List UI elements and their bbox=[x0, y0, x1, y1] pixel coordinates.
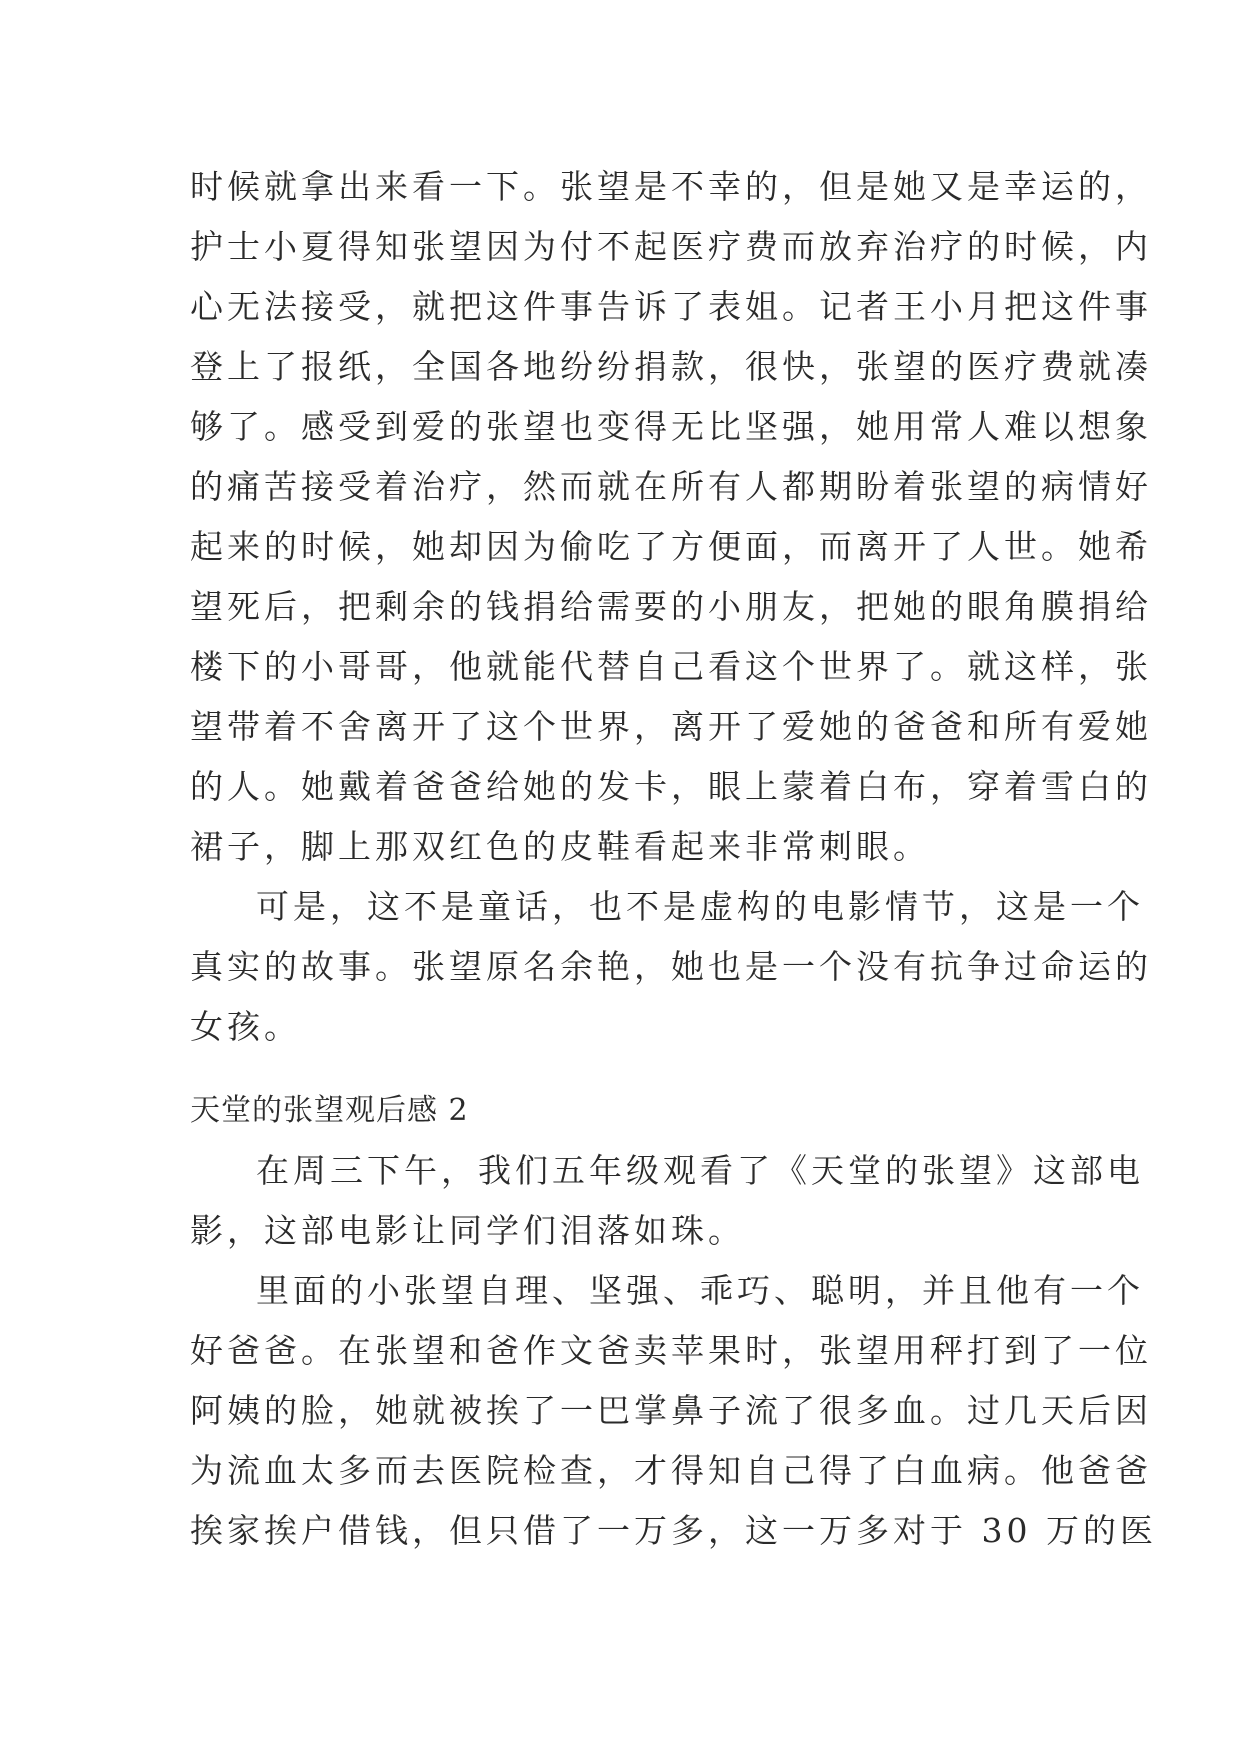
text-line: 登上了报纸，全国各地纷纷捐款，很快，张望的医疗费就凑 bbox=[190, 347, 1152, 386]
text-line: 够了。感受到爱的张望也变得无比坚强，她用常人难以想象 bbox=[190, 407, 1152, 446]
paragraph-intro bbox=[190, 1141, 1144, 1261]
text-line: 阿姨的脸，她就被挨了一巴掌鼻子流了很多血。过几天后因 bbox=[190, 1391, 1152, 1430]
text-line: 裙子，脚上那双红色的皮鞋看起来非常刺眼。 bbox=[190, 827, 930, 866]
text-line: 心无法接受，就把这件事告诉了表姐。记者王小月把这件事 bbox=[190, 287, 1152, 326]
section-heading-block bbox=[190, 1081, 1070, 1141]
text-line: 影，这部电影让同学们泪落如珠。 bbox=[190, 1211, 745, 1250]
paragraph-continued bbox=[190, 157, 1152, 877]
text-line: 里面的小张望自理、坚强、乖巧、聪明，并且他有一个 bbox=[256, 1271, 1144, 1310]
text-line: 楼下的小哥哥，他就能代替自己看这个世界了。就这样，张 bbox=[190, 647, 1152, 686]
paragraph-story bbox=[190, 1261, 1157, 1561]
text-line: 的人。她戴着爸爸给她的发卡，眼上蒙着白布，穿着雪白的 bbox=[190, 767, 1152, 806]
text-line: 时候就拿出来看一下。张望是不幸的，但是她又是幸运的， bbox=[190, 167, 1152, 206]
text-line: 的痛苦接受着治疗，然而就在所有人都期盼着张望的病情好 bbox=[190, 467, 1152, 506]
text-line: 望死后，把剩余的钱捐给需要的小朋友，把她的眼角膜捐给 bbox=[190, 587, 1152, 626]
text-line: 在周三下午，我们五年级观看了《天堂的张望》这部电 bbox=[256, 1151, 1144, 1190]
text-line: 护士小夏得知张望因为付不起医疗费而放弃治疗的时候，内 bbox=[190, 227, 1152, 266]
text-line: 为流血太多而去医院检查，才得知自己得了白血病。他爸爸 bbox=[190, 1451, 1152, 1490]
text-line: 可是，这不是童话，也不是虚构的电影情节，这是一个 bbox=[256, 887, 1144, 926]
text-line: 挨家挨户借钱，但只借了一万多，这一万多对于 30 万的医 bbox=[190, 1511, 1157, 1550]
text-line: 女孩。 bbox=[190, 1007, 301, 1046]
text-line: 真实的故事。张望原名余艳，她也是一个没有抗争过命运的 bbox=[190, 947, 1152, 986]
section-heading: 天堂的张望观后感 2 bbox=[190, 1093, 469, 1128]
text-line: 望带着不舍离开了这个世界，离开了爱她的爸爸和所有爱她 bbox=[190, 707, 1152, 746]
text-line: 好爸爸。在张望和爸作文爸卖苹果时，张望用秤打到了一位 bbox=[190, 1331, 1152, 1370]
text-line: 起来的时候，她却因为偷吃了方便面，而离开了人世。她希 bbox=[190, 527, 1152, 566]
paragraph-true-story bbox=[190, 877, 1152, 1057]
